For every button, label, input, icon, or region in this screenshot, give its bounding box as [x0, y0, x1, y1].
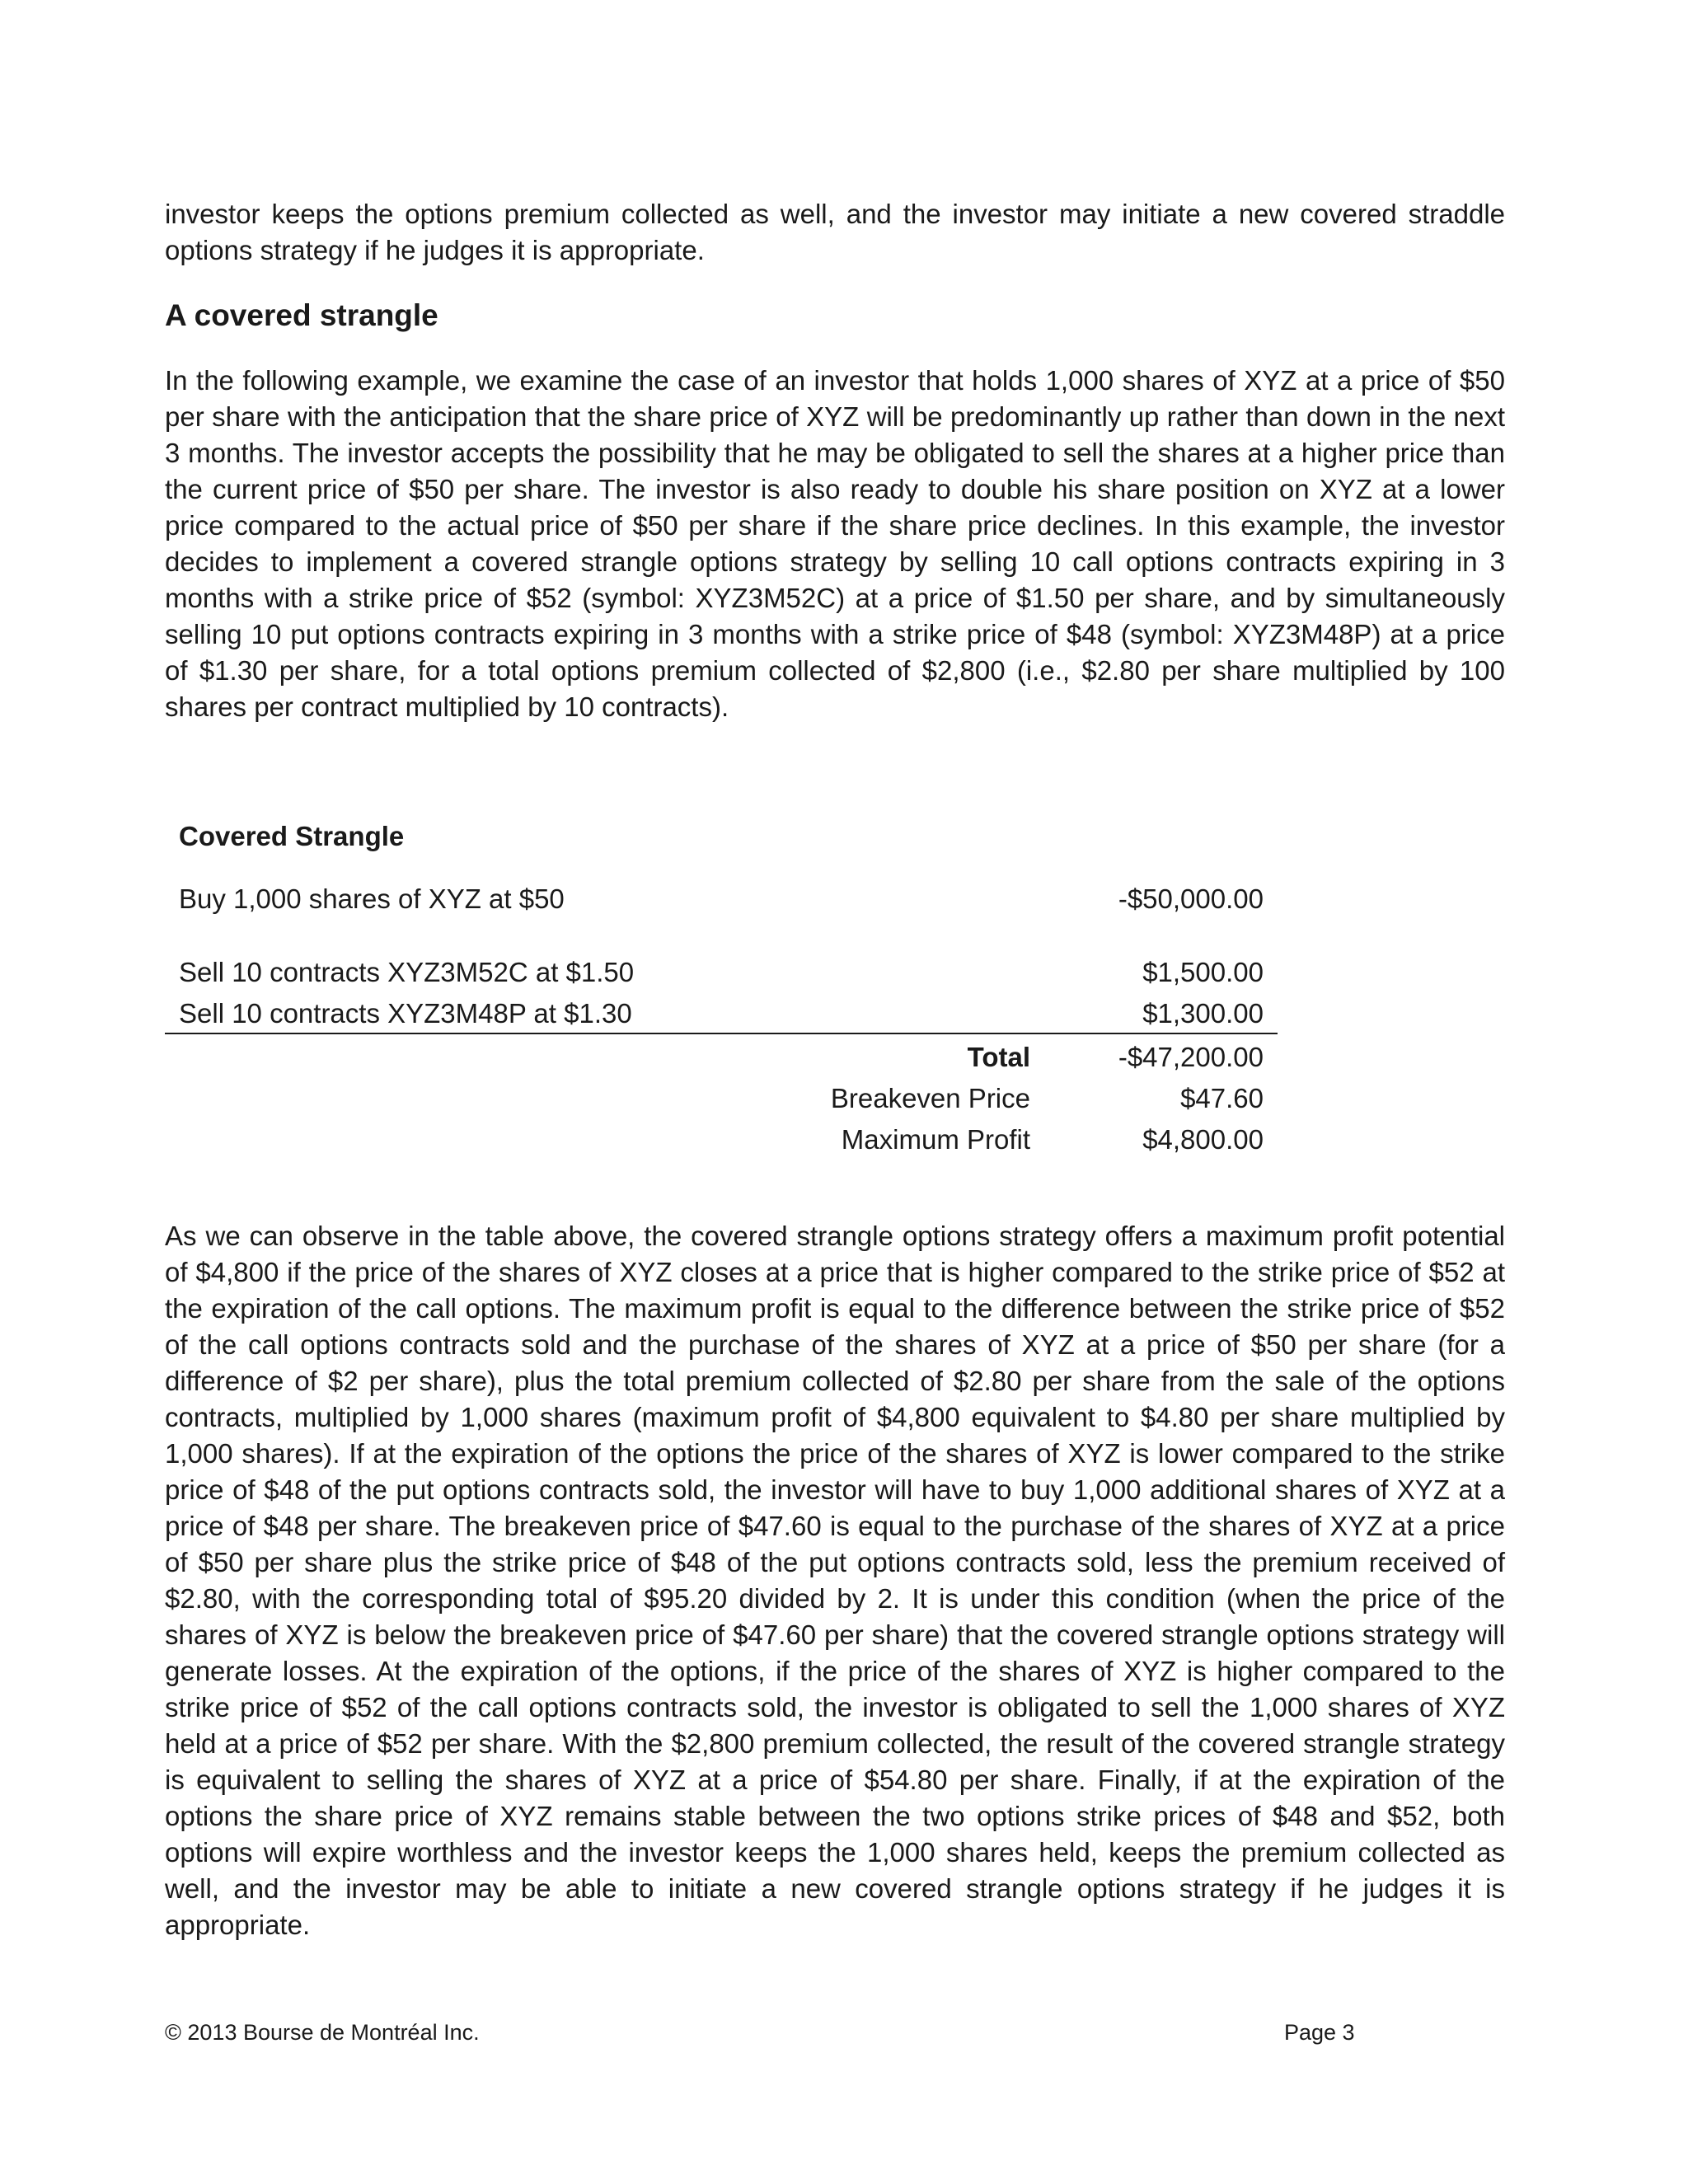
covered-strangle-table: [165, 820, 1278, 1166]
max-profit-label: Maximum Profit: [841, 1124, 1030, 1155]
section-heading: A covered strangle: [165, 298, 438, 332]
example-paragraph: In the following example, we examine the case of an investor that holds 1,000 shares of XYZ at a price of $50 per share with the anticipation that the share price of XYZ will be predominantly up rather than down in the next 3 months. The investor accepts the possibility that he may be obligated to sell the shares at a higher price than the current price of $50 per share. The investor is also ready to double his share position on XYZ at a lower price compared to the actual price of $50 per share if the share price declines. In this example, the investor decides to implement a covered strangle options strategy by selling 10 call options contracts expiring in 3 months with a strike price of $52 (symbol: XYZ3M52C) at a price of $1.50 per share, and by simultaneously selling 10 put options contracts expiring in 3 months with a strike price of $48 (symbol: XYZ3M48P) at a price of $1.30 per share, for a total options premium collected of $2,800 (i.e., $2.80 per share multiplied by 100 shares per contract multiplied by 10 contracts).: [165, 365, 1505, 722]
table-row-label: Sell 10 contracts XYZ3M52C at $1.50: [179, 957, 635, 987]
table-divider: [165, 1033, 1278, 1034]
table-row-amount: $1,500.00: [1142, 957, 1264, 987]
max-profit-amount: $4,800.00: [1142, 1124, 1264, 1155]
footer-copyright: © 2013 Bourse de Montréal Inc.: [165, 2020, 480, 2045]
breakeven-label: Breakeven Price: [830, 1083, 1030, 1113]
table-title: Covered Strangle: [179, 821, 405, 851]
table-row-amount: $1,300.00: [1142, 998, 1264, 1029]
table-row-label: Buy 1,000 shares of XYZ at $50: [179, 883, 565, 914]
intro-paragraph: investor keeps the options premium collected as well, and the investor may initiate a new covered straddle options strategy if he judges it is appropriate.: [165, 199, 1505, 265]
total-amount: -$47,200.00: [1118, 1042, 1264, 1072]
analysis-paragraph: As we can observe in the table above, the covered strangle options strategy offers a maximum profit potential of $4,800 if the price of the shares of XYZ closes at a price that is higher compared to the strike price of $52 at the expiration of the call options. The maximum profit is equal to the difference between the strike price of $52 of the call options contracts sold and the purchase of the shares of XYZ at a price of $50 per share (for a difference of $2 per share), plus the total premium collected of $2.80 per share from the sale of the options contracts, multiplied by 1,000 shares (maximum profit of $4,800 equivalent to $4.80 per share multiplied by 1,000 shares). If at the expiration of the options the price of the shares of XYZ is lower compared to the strike price of $48 of the put options contracts sold, the investor will have to buy 1,000 additional shares of XYZ at a price of $48 per share. The breakeven price of $47.60 is equal to the purchase of the shares of XYZ at a price of $50 per share plus the strike price of $48 of the put options contracts sold, less the premium received of $2.80, with the corresponding total of $95.20 divided by 2. It is under this condition (when the price of the shares of XYZ is below the breakeven price of $47.60 per share) that the covered strangle options strategy will generate losses. At the expiration of the options, if the price of the shares of XYZ is higher compared to the strike price of $52 of the call options contracts sold, the investor is obligated to sell the 1,000 shares of XYZ held at a price of $52 per share. With the $2,800 premium collected, the result of the covered strangle strategy is equivalent to selling the shares of XYZ at a price of $54.80 per share. Finally, if at the expiration of the options the share price of XYZ remains stable between the two options strike prices of $48 and $52, both options will expire worthless and the investor keeps the 1,000 shares held, keeps the premium collected as well, and the investor may be able to initiate a new covered strangle options strategy if he judges it is appropriate.: [165, 1221, 1505, 1940]
table-row-amount: -$50,000.00: [1118, 883, 1264, 914]
table-row-label: Sell 10 contracts XYZ3M48P at $1.30: [179, 998, 632, 1029]
total-label: Total: [967, 1042, 1030, 1072]
breakeven-amount: $47.60: [1180, 1083, 1264, 1113]
footer-page-number: Page 3: [1284, 2020, 1355, 2045]
